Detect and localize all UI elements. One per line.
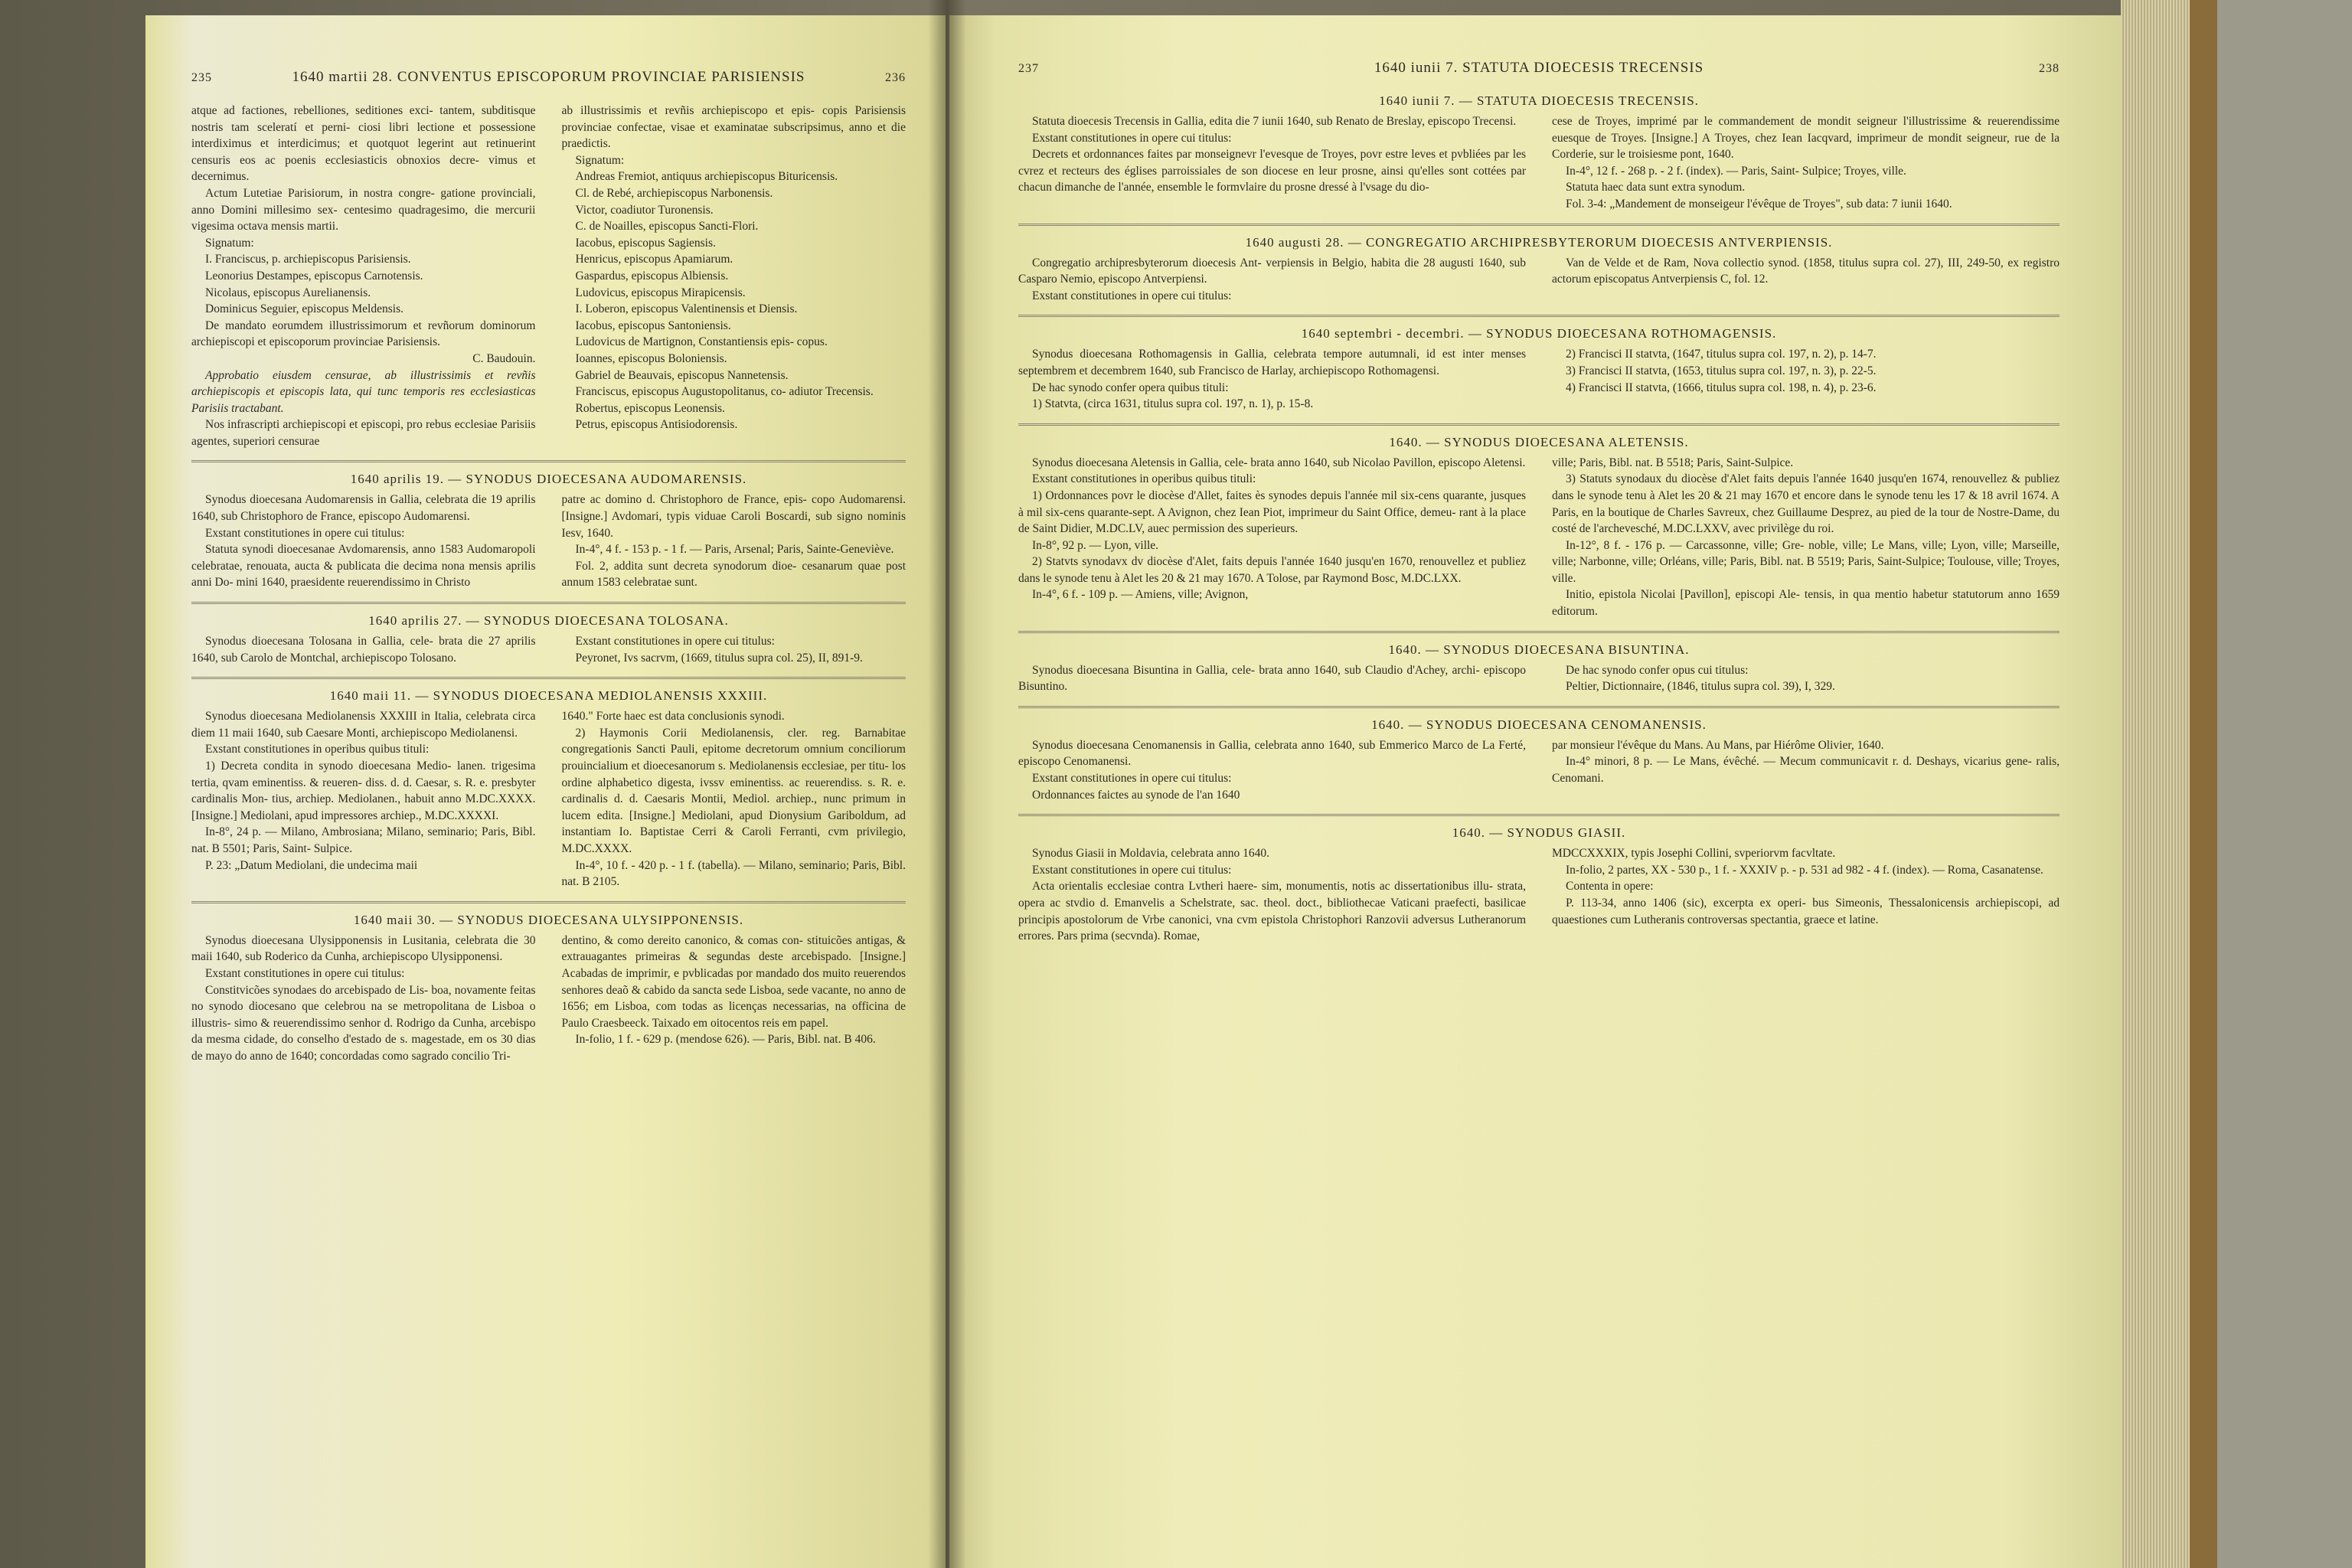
text-paragraph: Synodus Giasii in Moldavia, celebrata anno 1640.: [1032, 847, 1269, 861]
section-heading: 1640. — SYNODUS DIOECESANA CENOMANENSIS.: [1371, 717, 1707, 732]
section-aletensis: [1018, 435, 2060, 620]
signatory-line: Leonorius Destampes, episcopus Carnotensis.: [205, 269, 423, 283]
section-tolosana: [191, 613, 906, 666]
signatory-line: I. Franciscus, p. archiepiscopus Parisiensis.: [205, 253, 411, 266]
signatory-line: Cl. de Rebé, archiepiscopus Narbonensis.: [575, 186, 773, 200]
text-paragraph: 3) Francisci II statvta, (1653, titulus supra col. 197, n. 3), p. 22-5.: [1566, 364, 1877, 377]
text-paragraph: Ordonnances faictes au synode de l'an 1640: [1032, 788, 1240, 802]
text-paragraph: Exstant constitutiones in operibus quibus tituli:: [205, 743, 430, 756]
section-divider: [1018, 814, 2060, 816]
text-paragraph: Exstant constitutiones in opere cui titulus:: [1032, 289, 1232, 302]
signature-line: C. Baudouin.: [472, 351, 536, 365]
text-paragraph: In-4°, 10 f. - 420 p. - 1 f. (tabella). — Milano, seminario; Paris, Bibl. nat. B 2105.: [561, 858, 906, 889]
text-paragraph: Constitvicões synodaes do arcebispado de Lis- boa, novamente feitas no synodo diocesano que celebrou na se metropolitana de Lisboa o illustris- simo & reuerendissimo senhor d. Rodrigo da Cunha, arcebispo da mesma cidade, do conselho d'estado de s. magestade, em os 30 dias de mayo do anno de 1640; concordadas como sagrado concilio Tri-: [191, 983, 536, 1063]
signatory-line: Andreas Fremiot, antiquus archiepiscopus Bituricensis.: [575, 170, 838, 184]
text-paragraph: In-12°, 8 f. - 176 p. — Carcassonne, ville; Gre- noble, ville; Le Mans, ville; Lyon, ville; Marseille, ville; Narbonne, ville; Orléans, ville; Paris, Bibl. nat. B 5519; Paris, Saint-Sulpice; Toulouse, ville; Troyes, ville.: [1552, 538, 2060, 585]
section-divider: [1018, 631, 2060, 633]
section-heading: 1640 aprilis 27. — SYNODUS DIOECESANA TOLOSANA.: [368, 613, 729, 629]
left-running-title: 1640 martii 28. CONVENTUS EPISCOPORUM PROVINCIAE PARISIENSIS: [292, 69, 805, 85]
signatory-line: Gaspardus, episcopus Albiensis.: [575, 269, 729, 283]
section-audomarensis: [191, 472, 906, 591]
section-heading: 1640. — SYNODUS DIOECESANA BISUNTINA.: [1388, 642, 1690, 657]
text-paragraph: In-4°, 12 f. - 268 p. - 2 f. (index). — Paris, Saint- Sulpice; Troyes, ville.: [1566, 164, 1906, 178]
signatory-line: Victor, coadiutor Turonensis.: [575, 203, 714, 217]
section-heading: 1640 maii 30. — SYNODUS DIOECESANA ULYSIPPONENSIS.: [353, 912, 744, 927]
section-col2: [1552, 455, 2060, 620]
left-top-col2: [562, 103, 906, 449]
section-mediolanensis: [191, 688, 906, 890]
text-paragraph: cese de Troyes, imprimé par le commandement de mondit seigneur l'illustrissime & reuerendissime euesque de Troyes. [Insigne.] A Troyes, chez Iean Iacqvard, imprimeur de mondit seigneur, rue de la Corderie, sur le troisiesme pont, 1640.: [1552, 115, 2060, 162]
section-heading: 1640 iunii 7. — STATUTA DIOECESIS TRECENSIS.: [1379, 93, 1699, 108]
text-paragraph: MDCCXXXIX, typis Josephi Collini, svperiorvm facvltate.: [1552, 847, 1836, 861]
section-col2: [1552, 346, 2060, 412]
book-gutter-shadow: [928, 0, 966, 1568]
section-col2: [1552, 737, 2060, 803]
section-heading: 1640 augusti 28. — CONGREGATIO ARCHIPRESBYTERORUM DIOECESIS ANTVERPIENSIS.: [1245, 234, 1833, 250]
page-number-237: 237: [1018, 62, 1039, 75]
text-paragraph: Contenta in opere:: [1566, 880, 1654, 893]
text-paragraph: Synodus dioecesana Bisuntina in Gallia, cele- brata anno 1640, sub Claudio d'Achey, archi- episcopo Bisuntino.: [1018, 663, 1526, 694]
left-page: [145, 15, 946, 1568]
text-paragraph: De hac synodo confer opera quibus tituli:: [1032, 381, 1229, 394]
text-paragraph: Exstant constitutiones in opere cui titulus:: [205, 966, 405, 980]
text-paragraph: 1) Ordonnances povr le diocèse d'Allet, faites ès synodes depuis l'année mil six-cens quarante, jusques à mil six-cens quarante-sept. A Avignon, chez Iean Piot, imprimeur du Saint Office, demeu- rant à la place de Saint Didier, M.DC.LV, auec permission des superieurs.: [1018, 488, 1526, 536]
section-heading: 1640 aprilis 19. — SYNODUS DIOECESANA AUDOMARENSIS.: [350, 472, 747, 487]
section-antverpiensis: [1018, 235, 2060, 305]
table-background: [2217, 0, 2352, 1568]
text-paragraph: Nos infrascripti archiepiscopi et episcopi, pro rebus ecclesiae Parisiis agentes, superiori censurae: [191, 418, 536, 448]
text-paragraph: Fol. 3-4: „Mandement de monseigeur l'évêque de Troyes", sub data: 7 iunii 1640.: [1566, 197, 1952, 211]
section-divider: [1018, 706, 2060, 708]
text-paragraph: In-8°, 92 p. — Lyon, ville.: [1032, 538, 1159, 552]
section-col1: [1018, 845, 1526, 945]
text-paragraph: Signatum:: [205, 236, 254, 250]
text-paragraph: 1) Statvta, (circa 1631, titulus supra col. 197, n. 1), p. 15-8.: [1032, 397, 1314, 411]
text-paragraph: Synodus dioecesana Tolosana in Gallia, cele- brata die 27 aprilis 1640, sub Carolo de Montchal, archiepiscopo Tolosano.: [191, 635, 536, 665]
section-col2: [562, 633, 906, 666]
text-paragraph: Exstant constitutiones in opere cui titulus:: [1032, 772, 1232, 786]
right-running-head: [1018, 60, 2060, 77]
text-paragraph: Acta orientalis ecclesiae contra Lvtheri haere- sim, monumentis, notis ac dissertationibus illu- strata, opera ac stvdio d. Emanvelis a Schelstrate, sac. theol. doct., bibliothecae Vaticani praefecti, basilicae principis apostolorum de Vrbe canonici, vna cvm epistola Christophori Ranzovii adversus Lutheranorum errores. Pars prima (secvnda). Romae,: [1018, 880, 1526, 943]
text-paragraph: 4) Francisci II statvta, (1666, titulus supra col. 198, n. 4), p. 23-6.: [1566, 381, 1877, 394]
signatory-line: Iacobus, episcopus Sagiensis.: [575, 236, 716, 250]
section-heading: 1640 maii 11. — SYNODUS DIOECESANA MEDIOLANENSIS XXXIII.: [329, 688, 768, 704]
page-number-238: 238: [2039, 62, 2060, 75]
signatory-line: Petrus, episcopus Antisiodorensis.: [575, 418, 738, 432]
section-col2: [562, 708, 906, 890]
signatory-line: C. de Noailles, episcopus Sancti-Flori.: [575, 220, 759, 234]
right-running-title: 1640 iunii 7. STATUTA DIOECESIS TRECENSIS: [1374, 60, 1704, 76]
section-col1: [1018, 255, 1526, 305]
text-paragraph: Exstant constitutiones in opere cui titulus:: [205, 526, 405, 540]
signatory-line: Ioannes, episcopus Boloniensis.: [575, 351, 727, 365]
text-paragraph: Actum Lutetiae Parisiorum, in nostra congre- gatione provinciali, anno Domini millesimo sex- centesimo quadragesimo, die mercurii vigesima octava mensis martii.: [191, 186, 536, 234]
section-col1: [191, 933, 536, 1065]
signatory-line: Ludovicus de Martignon, Constantiensis epis- copus.: [575, 335, 828, 349]
text-paragraph: In-8°, 24 p. — Milano, Ambrosiana; Milano, seminario; Paris, Bibl. nat. B 5501; Paris, Saint- Sulpice.: [191, 825, 536, 855]
book-cover-edge: [2190, 0, 2217, 1568]
text-paragraph: Synodus dioecesana Rothomagensis in Gallia, celebrata tempore autumnali, id est inter menses septembrem et decembrem 1640, sub Francisco de Harlay, archiepiscopo Rothomagensi.: [1018, 348, 1526, 377]
text-paragraph: Exstant constitutiones in opere cui titulus:: [1032, 131, 1232, 145]
text-paragraph: Statuta haec data sunt extra synodum.: [1566, 181, 1746, 194]
text-paragraph: P. 23: „Datum Mediolani, die undecima maii: [205, 858, 418, 872]
text-paragraph: Synodus dioecesana Cenomanensis in Gallia, celebrata anno 1640, sub Emmerico Marco de La Ferté, episcopo Cenomanensi.: [1018, 738, 1526, 769]
section-col2: [562, 933, 906, 1065]
text-paragraph: ville; Paris, Bibl. nat. B 5518; Paris, Saint-Sulpice.: [1552, 456, 1794, 469]
section-col1: [1018, 662, 1526, 695]
section-divider: [191, 602, 906, 604]
signatory-line: Robertus, episcopus Leonensis.: [575, 401, 725, 415]
section-heading: 1640 septembri - decembri. — SYNODUS DIOECESANA ROTHOMAGENSIS.: [1301, 326, 1777, 341]
text-paragraph: In-folio, 1 f. - 629 p. (mendose 626). — Paris, Bibl. nat. B 406.: [575, 1033, 876, 1047]
left-running-head: [191, 69, 906, 86]
section-col1: [1018, 346, 1526, 412]
section-trecensis: [1018, 93, 2060, 213]
signatory-line: Iacobus, episcopus Santoniensis.: [575, 318, 731, 332]
text-paragraph: Exstant constitutiones in operibus quibus tituli:: [1032, 472, 1256, 486]
text-paragraph: Synodus dioecesana Ulysipponensis in Lusitania, celebrata die 30 maii 1640, sub Roderico da Cunha, archiepiscopo Ulysipponensi.: [191, 933, 536, 964]
signatory-line: I. Loberon, episcopus Valentinensis et Diensis.: [575, 302, 798, 316]
section-rothomagensis: [1018, 326, 2060, 412]
text-paragraph: 3) Statuts synodaux du diocèse d'Alet faits depuis l'année 1640 jusqu'en 1674, renouvellez & publiez dans le synode tenu à Alet les 20 & 21 may 1670 et encore dans le synode tenu les 17 & 18 avril 1674. A Paris, en la boutique de Charles Savreux, chez Guillaume Desprez, au pied de la tour de Nostre-Dame, du costé de l'archevesché, M.DC.LXXV, avec privilège du roi.: [1552, 472, 2060, 536]
section-col2: [1552, 845, 2060, 945]
text-paragraph: De hac synodo confer opus cui titulus:: [1566, 663, 1749, 677]
signatory-line: Henricus, episcopus Apamiarum.: [575, 253, 733, 266]
text-paragraph: De mandato eorumdem illustrissimorum et revñorum dominorum archiepiscopi et episcoporum provinciae Parisiensis.: [191, 318, 536, 349]
text-paragraph: In-4°, 4 f. - 153 p. - 1 f. — Paris, Arsenal; Paris, Sainte-Geneviève.: [575, 543, 894, 557]
section-divider: [1018, 315, 2060, 317]
text-paragraph: Synodus dioecesana Aletensis in Gallia, cele- brata anno 1640, sub Nicolao Pavillon, episcopo Aletensi.: [1032, 456, 1526, 469]
section-col2: [1552, 662, 2060, 695]
text-paragraph: Congregatio archipresbyterorum dioecesis Ant- verpiensis in Belgio, habita die 28 augusti 1640, sub Casparo Nemio, episcopo Antverpiensi.: [1018, 256, 1526, 286]
text-paragraph: Decrets et ordonnances faites par monseignevr l'evesque de Troyes, povr estre leves et pvbliées par les cvrez et recteurs des églises parroissiales de son diocese en leur prosne, ainsi qu'elles sont cottées par chacun dimanche de l'année, ensemble le formvlaire du prosne dressé à l'vsage du dio-: [1018, 148, 1526, 194]
left-top-col1: [191, 103, 536, 449]
section-col1: [1018, 737, 1526, 803]
section-col1: [191, 633, 536, 666]
section-ulysipponensis: [191, 913, 906, 1065]
text-paragraph: dentino, & como dereito canonico, & comas con- stituicões antigas, & extrauagantes primeiras & segundas deste arcebispado. [Insigne.] Acabadas de imprimir, e pvblicadas por mandado dos muito reuerendos senhores deaõ & cabido da sancta sede Lisboa, sede vacante, no anno de 1656; em Lisboa, com todas as licenças necessarias, na officina de Paulo Craesbeeck. Taixado em oitocentos reis em papel.: [561, 933, 906, 1030]
section-col1: [191, 708, 536, 890]
page-number-235: 235: [191, 71, 212, 84]
section-bisuntina: [1018, 642, 2060, 695]
section-divider: [1018, 224, 2060, 226]
text-paragraph: patre ac domino d. Christophoro de France, epis- copo Audomarensi. [Insigne.] Avdomari, typis viduae Caroli Boscardi, sub signo nominis Iesv, 1640.: [561, 493, 906, 540]
left-top-block: [191, 103, 906, 449]
section-divider: [191, 901, 906, 903]
text-paragraph: Initio, epistola Nicolai [Pavillon], episcopi Ale- tensis, in qua mentio habetur statutorum anno 1659 editorum.: [1552, 588, 2060, 619]
section-col2: [1552, 113, 2060, 213]
section-col1: [1018, 455, 1526, 620]
text-paragraph: Van de Velde et de Ram, Nova collectio synod. (1858, titulus supra col. 27), III, 249-50, ex registro actorum episcopatus Antverpiensis C, fol. 12.: [1552, 256, 2060, 286]
text-paragraph: atque ad factiones, rebelliones, seditiones exci- tantem, subditisque nostris tam sceleratí et perni- ciosi libri lectione et possessione interdiximus et interdicimus; et quotquot legerint aut retinuerint censuris eos ac poenis ecclesiasticis obnoxios decre- vimus et decernimus.: [191, 104, 536, 184]
italic-heading: Approbatio eiusdem censurae, ab illustrissimis et revñis archiepiscopis et episcopis lata, qui tunc temporis res ecclesiasticas Parisiis tractabant.: [191, 368, 536, 415]
text-paragraph: In-4° minori, 8 p. — Le Mans, évêché. — Mecum communicavit r. d. Deshays, vicarius gene- ralis, Cenomani.: [1552, 755, 2060, 786]
section-col2: [1552, 255, 2060, 305]
section-divider: [1018, 423, 2060, 426]
text-paragraph: P. 113-34, anno 1406 (sic), excerpta ex operi- bus Simeonis, Thessalonicensis archiepiscopi, ad quaestiones cum Lutheranis controversas spectantia, graece et latine.: [1552, 897, 2060, 926]
section-col1: [1018, 113, 1526, 213]
section-giasii: [1018, 825, 2060, 945]
section-heading: 1640. — SYNODUS DIOECESANA ALETENSIS.: [1389, 434, 1689, 449]
text-paragraph: Statuta synodi dioecesanae Avdomarensis, anno 1583 Audomaropoli celebratae, renouata, aucta & publicata die decima nona mensis aprilis anni Do- mini 1640, praesidente reuerendissimo in Christo: [191, 543, 536, 590]
text-paragraph: 1) Decreta condita in synodo dioecesana Medio- lanen. trigesima tertia, qvam eminentiss. & reueren- diss. d. d. Caesar, s. R. e. presbyter cardinalis Mon- tius, archiep. Mediolanen., habuit anno M.DC.XXXX. [Insigne.] Mediolani, apud impressores archiep., M.DC.XXXXI.: [191, 760, 536, 822]
text-paragraph: Statuta dioecesis Trecensis in Gallia, edita die 7 iunii 1640, sub Renato de Breslay, episcopo Trecensi.: [1032, 115, 1517, 128]
right-page: [949, 15, 2121, 1568]
signatory-line: Dominicus Seguier, episcopus Meldensis.: [205, 302, 403, 316]
section-col2: [562, 492, 906, 591]
signatory-line: Nicolaus, episcopus Aurelianensis.: [205, 286, 371, 299]
section-col1: [191, 492, 536, 591]
signatory-line: Gabriel de Beauvais, episcopus Nannetensis.: [575, 368, 789, 382]
text-paragraph: ab illustrissimis et revñis archiepiscopo et epis- copis Parisiensis provinciae confectae, visae et examinatae subscripsimus, anno et die praedictis.: [561, 104, 906, 151]
section-heading: 1640. — SYNODUS GIASII.: [1452, 825, 1626, 841]
text-paragraph: Signatum:: [575, 153, 625, 167]
page-edges: [2121, 0, 2190, 1568]
text-paragraph: In-folio, 2 partes, XX - 530 p., 1 f. - XXXIV p. - p. 531 ad 982 - 4 f. (index). — Roma, Casanatense.: [1566, 863, 2043, 877]
section-cenomanensis: [1018, 717, 2060, 803]
text-paragraph: Synodus dioecesana Mediolanensis XXXIII in Italia, celebrata circa diem 11 maii 1640, sub Caesare Monti, archiepiscopo Mediolanensi.: [191, 710, 536, 740]
text-paragraph: Exstant constitutiones in opere cui titulus:: [575, 635, 775, 648]
text-paragraph: Fol. 2, addita sunt decreta synodorum dioe- cesanarum quae post annum 1583 celebratae sunt.: [561, 559, 906, 590]
text-paragraph: par monsieur l'évêque du Mans. Au Mans, par Hiérôme Olivier, 1640.: [1552, 738, 1884, 752]
text-paragraph: 2) Francisci II statvta, (1647, titulus supra col. 197, n. 2), p. 14-7.: [1566, 348, 1877, 361]
text-paragraph: 2) Haymonis Corii Mediolanensis, cler. reg. Barnabitae congregationis Sancti Pauli, epitome decretorum omnium conciliorum prouincialium et dioecesanorum s. Mediolanensis ecclesiae, per titu- los ordine alphabetico digesta, ivssv eminentiss. ac reuerendiss. s. R. e. cardinalis d. d. Caesaris Montii, Mediol. archiep., nunc primum in lucem edita. [Insigne.] Mediolani, apud Dionysium Gariboldum, ad instantiam Io. Baptistae Cerri & Caroli Ferranti, cvm privilegio, M.DC.XXXX.: [561, 726, 906, 855]
text-paragraph: Peltier, Dictionnaire, (1846, titulus supra col. 39), I, 329.: [1566, 680, 1835, 694]
section-divider: [191, 460, 906, 462]
signatory-line: Franciscus, episcopus Augustopolitanus, co- adiutor Trecensis.: [575, 385, 874, 399]
section-divider: [191, 677, 906, 679]
text-paragraph: Synodus dioecesana Audomarensis in Gallia, celebrata die 19 aprilis 1640, sub Christophoro de France, episcopo Audomarensi.: [191, 493, 536, 524]
signatory-line: Ludovicus, episcopus Mirapicensis.: [575, 286, 746, 299]
text-paragraph: Exstant constitutiones in opere cui titulus:: [1032, 863, 1232, 877]
text-paragraph: 1640." Forte haec est data conclusionis synodi.: [561, 710, 785, 724]
page-number-236: 236: [884, 71, 906, 84]
text-paragraph: 2) Statvts synodavx dv diocèse d'Alet, faits depuis l'année 1640 jusqu'en 1670, renouvellez et publiez dans le synode tenu à Alet les 20 & 21 may 1670. A Tolose, par Raymond Bosc, M.DC.LXX.: [1018, 555, 1526, 585]
text-paragraph: Peyronet, Ivs sacrvm, (1669, titulus supra col. 25), II, 891-9.: [575, 651, 863, 665]
text-paragraph: In-4°, 6 f. - 109 p. — Amiens, ville; Avignon,: [1032, 588, 1249, 602]
